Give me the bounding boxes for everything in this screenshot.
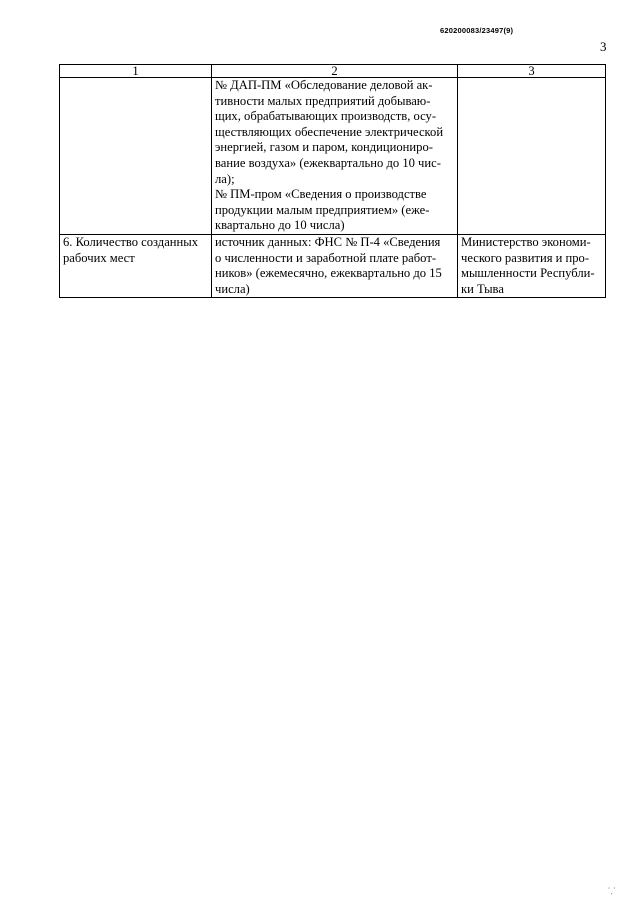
table-row [60,78,606,235]
source-cell: источник данных: ФНС № П-4 «Сведения о численности и заработной плате работ- ников» (ежемесячно, ежеквартально до 15 числа) [212,234,458,297]
indicator-cell: 6. Количество созданных рабочих мест [60,234,212,297]
column-header-2: 2 [212,65,458,78]
table-row [60,234,606,297]
scan-artifact-icon: ⸪ [608,886,616,896]
indicator-cell [60,78,212,235]
responsible-cell: Министерство экономи- ческого развития и про- мышленности Республи- ки Тыва [458,234,606,297]
column-header-1: 1 [60,65,212,78]
column-header-3: 3 [458,65,606,78]
responsible-cell [458,78,606,235]
data-table [59,64,606,298]
page-number: 3 [600,39,607,54]
table-header-row [60,65,606,78]
source-cell: № ДАП-ПМ «Обследование деловой ак- тивности малых предприятий добываю- щих, обрабатывающих производств, осу- ществляющих обеспечение электрической энергией, газом и паром, кондициониро- вание воздуха» (ежеквартально до 10 чис- ла); № ПМ-пром «Сведения о производстве продукции малым предприятием» (еже- квартально до 10 числа) [212,78,458,235]
document-code: 620200083/23497(9) [440,26,514,35]
